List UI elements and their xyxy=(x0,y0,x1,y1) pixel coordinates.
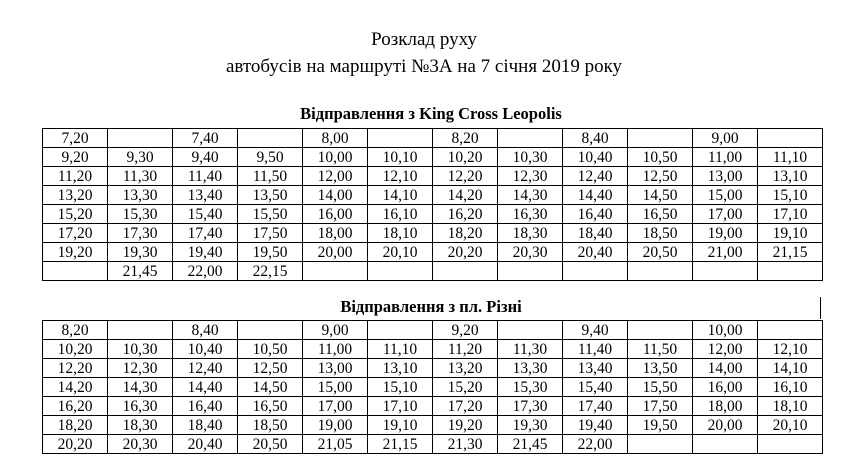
schedule-table-rizni xyxy=(42,320,823,454)
departure-time-cell xyxy=(693,262,758,281)
departure-time-cell: 14,00 xyxy=(303,186,368,205)
departure-time-cell xyxy=(758,321,823,340)
departure-time-cell: 13,50 xyxy=(628,359,693,378)
departure-time-cell: 16,20 xyxy=(433,205,498,224)
table-row xyxy=(43,224,823,243)
departure-time-cell: 20,50 xyxy=(628,243,693,262)
departure-time-cell: 22,00 xyxy=(563,435,628,454)
departure-time-cell: 17,40 xyxy=(173,224,238,243)
departure-time-cell: 17,20 xyxy=(433,397,498,416)
departure-time-cell: 12,10 xyxy=(368,167,433,186)
departure-time-cell: 17,30 xyxy=(498,397,563,416)
departure-time-cell: 20,40 xyxy=(563,243,628,262)
departure-time-cell: 20,30 xyxy=(108,435,173,454)
departure-time-cell: 20,10 xyxy=(758,416,823,435)
departure-time-cell: 15,30 xyxy=(498,378,563,397)
departure-time-cell: 11,00 xyxy=(303,340,368,359)
section-heading-king-cross: Відправлення з King Cross Leopolis xyxy=(300,104,562,123)
departure-time-cell: 10,20 xyxy=(433,148,498,167)
departure-time-cell: 11,50 xyxy=(628,340,693,359)
departure-time-cell xyxy=(693,435,758,454)
departure-time-cell xyxy=(758,435,823,454)
departure-time-cell: 18,00 xyxy=(303,224,368,243)
departure-time-cell: 11,20 xyxy=(433,340,498,359)
departure-time-cell: 18,10 xyxy=(758,397,823,416)
departure-time-cell: 13,40 xyxy=(173,186,238,205)
departure-time-cell: 8,20 xyxy=(43,321,108,340)
departure-time-cell: 19,00 xyxy=(693,224,758,243)
table-row xyxy=(43,416,823,435)
departure-time-cell: 15,50 xyxy=(628,378,693,397)
document-subtitle: автобусів на маршруті №3А на 7 січня 2019 року xyxy=(225,56,623,77)
departure-time-cell: 11,30 xyxy=(498,340,563,359)
departure-time-cell xyxy=(238,129,303,148)
departure-time-cell xyxy=(303,262,368,281)
departure-time-cell: 9,00 xyxy=(303,321,368,340)
table-row xyxy=(43,435,823,454)
departure-time-cell: 18,50 xyxy=(628,224,693,243)
departure-time-cell: 10,00 xyxy=(303,148,368,167)
departure-time-cell: 12,20 xyxy=(43,359,108,378)
departure-time-cell: 21,05 xyxy=(303,435,368,454)
departure-time-cell: 8,40 xyxy=(563,129,628,148)
departure-time-cell: 19,10 xyxy=(758,224,823,243)
departure-time-cell: 10,10 xyxy=(368,148,433,167)
departure-time-cell: 19,30 xyxy=(108,243,173,262)
departure-time-cell: 10,50 xyxy=(628,148,693,167)
departure-time-cell: 12,50 xyxy=(238,359,303,378)
departure-time-cell xyxy=(628,129,693,148)
document-title: Розклад руху xyxy=(371,29,477,50)
table-row xyxy=(43,243,823,262)
departure-time-cell xyxy=(108,129,173,148)
departure-time-cell: 11,30 xyxy=(108,167,173,186)
departure-time-cell: 21,45 xyxy=(108,262,173,281)
table-row xyxy=(43,321,823,340)
departure-time-cell xyxy=(108,321,173,340)
departure-time-cell: 14,00 xyxy=(693,359,758,378)
departure-time-cell: 19,40 xyxy=(563,416,628,435)
departure-time-cell: 19,30 xyxy=(498,416,563,435)
departure-time-cell: 11,50 xyxy=(238,167,303,186)
departure-time-cell: 18,30 xyxy=(498,224,563,243)
departure-time-cell: 17,40 xyxy=(563,397,628,416)
departure-time-cell xyxy=(368,321,433,340)
departure-time-cell: 15,20 xyxy=(433,378,498,397)
departure-time-cell: 16,10 xyxy=(368,205,433,224)
departure-time-cell: 9,40 xyxy=(563,321,628,340)
departure-time-cell xyxy=(498,262,563,281)
departure-time-cell: 11,10 xyxy=(368,340,433,359)
schedule-table-king-cross xyxy=(42,128,823,281)
departure-time-cell xyxy=(498,321,563,340)
departure-time-cell: 19,00 xyxy=(303,416,368,435)
departure-time-cell: 18,40 xyxy=(563,224,628,243)
departure-time-cell: 12,20 xyxy=(433,167,498,186)
departure-time-cell: 16,20 xyxy=(43,397,108,416)
table-row xyxy=(43,378,823,397)
departure-time-cell: 19,40 xyxy=(173,243,238,262)
departure-time-cell: 8,20 xyxy=(433,129,498,148)
departure-time-cell: 14,20 xyxy=(433,186,498,205)
table-row xyxy=(43,186,823,205)
departure-time-cell: 15,10 xyxy=(368,378,433,397)
departure-time-cell: 14,30 xyxy=(498,186,563,205)
departure-time-cell: 18,20 xyxy=(433,224,498,243)
departure-time-cell xyxy=(368,129,433,148)
departure-time-cell xyxy=(368,262,433,281)
departure-time-cell: 19,20 xyxy=(433,416,498,435)
departure-time-cell: 13,30 xyxy=(108,186,173,205)
departure-time-cell: 21,00 xyxy=(693,243,758,262)
departure-time-cell: 20,20 xyxy=(43,435,108,454)
departure-time-cell: 14,30 xyxy=(108,378,173,397)
departure-time-cell: 15,10 xyxy=(758,186,823,205)
table-row xyxy=(43,262,823,281)
departure-time-cell: 12,10 xyxy=(758,340,823,359)
departure-time-cell: 17,50 xyxy=(238,224,303,243)
departure-time-cell: 8,00 xyxy=(303,129,368,148)
departure-time-cell: 9,40 xyxy=(173,148,238,167)
departure-time-cell: 12,40 xyxy=(563,167,628,186)
departure-time-cell: 14,10 xyxy=(368,186,433,205)
departure-time-cell: 10,00 xyxy=(693,321,758,340)
departure-time-cell: 18,20 xyxy=(43,416,108,435)
departure-time-cell: 13,00 xyxy=(303,359,368,378)
departure-time-cell: 13,50 xyxy=(238,186,303,205)
departure-time-cell: 10,30 xyxy=(498,148,563,167)
departure-time-cell: 7,40 xyxy=(173,129,238,148)
departure-time-cell xyxy=(433,262,498,281)
table-row xyxy=(43,129,823,148)
departure-time-cell: 16,50 xyxy=(238,397,303,416)
departure-time-cell: 10,20 xyxy=(43,340,108,359)
departure-time-cell: 12,30 xyxy=(498,167,563,186)
table-border-line xyxy=(820,297,821,319)
departure-time-cell: 12,50 xyxy=(628,167,693,186)
departure-time-cell: 10,50 xyxy=(238,340,303,359)
departure-time-cell: 15,00 xyxy=(303,378,368,397)
departure-time-cell: 16,30 xyxy=(108,397,173,416)
departure-time-cell: 21,15 xyxy=(758,243,823,262)
departure-time-cell: 12,30 xyxy=(108,359,173,378)
departure-time-cell: 20,40 xyxy=(173,435,238,454)
departure-time-cell: 11,10 xyxy=(758,148,823,167)
departure-time-cell: 11,40 xyxy=(173,167,238,186)
departure-time-cell: 21,15 xyxy=(368,435,433,454)
departure-time-cell: 12,00 xyxy=(303,167,368,186)
departure-time-cell xyxy=(238,321,303,340)
departure-time-cell xyxy=(563,262,628,281)
departure-time-cell: 18,50 xyxy=(238,416,303,435)
table-row xyxy=(43,205,823,224)
departure-time-cell: 18,40 xyxy=(173,416,238,435)
departure-time-cell: 7,20 xyxy=(43,129,108,148)
departure-time-cell: 20,00 xyxy=(693,416,758,435)
departure-time-cell: 13,00 xyxy=(693,167,758,186)
departure-time-cell: 17,50 xyxy=(628,397,693,416)
departure-time-cell: 17,00 xyxy=(303,397,368,416)
departure-time-cell: 17,10 xyxy=(368,397,433,416)
departure-time-cell: 12,40 xyxy=(173,359,238,378)
departure-time-cell: 20,20 xyxy=(433,243,498,262)
departure-time-cell: 13,10 xyxy=(368,359,433,378)
departure-time-cell: 16,40 xyxy=(563,205,628,224)
departure-time-cell: 15,40 xyxy=(563,378,628,397)
departure-time-cell: 14,40 xyxy=(563,186,628,205)
departure-time-cell: 20,10 xyxy=(368,243,433,262)
departure-time-cell: 14,40 xyxy=(173,378,238,397)
departure-time-cell: 18,00 xyxy=(693,397,758,416)
departure-time-cell: 10,30 xyxy=(108,340,173,359)
departure-time-cell: 19,20 xyxy=(43,243,108,262)
departure-time-cell: 9,20 xyxy=(43,148,108,167)
departure-time-cell: 15,00 xyxy=(693,186,758,205)
departure-time-cell: 12,00 xyxy=(693,340,758,359)
departure-time-cell: 16,00 xyxy=(303,205,368,224)
departure-time-cell: 19,50 xyxy=(628,416,693,435)
departure-time-cell: 16,50 xyxy=(628,205,693,224)
departure-time-cell: 20,00 xyxy=(303,243,368,262)
departure-time-cell: 10,40 xyxy=(173,340,238,359)
departure-time-cell: 20,30 xyxy=(498,243,563,262)
departure-time-cell: 18,30 xyxy=(108,416,173,435)
departure-time-cell: 14,20 xyxy=(43,378,108,397)
table-row xyxy=(43,359,823,378)
departure-time-cell xyxy=(758,129,823,148)
departure-time-cell xyxy=(628,435,693,454)
departure-time-cell: 17,00 xyxy=(693,205,758,224)
departure-time-cell: 11,20 xyxy=(43,167,108,186)
table-row xyxy=(43,397,823,416)
departure-time-cell: 10,40 xyxy=(563,148,628,167)
departure-time-cell: 9,00 xyxy=(693,129,758,148)
departure-time-cell xyxy=(628,262,693,281)
departure-time-cell xyxy=(628,321,693,340)
departure-time-cell xyxy=(43,262,108,281)
departure-time-cell: 16,30 xyxy=(498,205,563,224)
departure-time-cell xyxy=(758,262,823,281)
departure-time-cell: 16,10 xyxy=(758,378,823,397)
departure-time-cell: 20,50 xyxy=(238,435,303,454)
departure-time-cell: 17,10 xyxy=(758,205,823,224)
departure-time-cell: 19,10 xyxy=(368,416,433,435)
departure-time-cell: 16,40 xyxy=(173,397,238,416)
section-heading-rizni: Відправлення з пл. Різні xyxy=(340,297,522,316)
departure-time-cell: 15,20 xyxy=(43,205,108,224)
departure-time-cell: 9,20 xyxy=(433,321,498,340)
departure-time-cell: 15,30 xyxy=(108,205,173,224)
departure-time-cell: 21,45 xyxy=(498,435,563,454)
departure-time-cell: 13,20 xyxy=(433,359,498,378)
departure-time-cell: 22,00 xyxy=(173,262,238,281)
departure-time-cell: 13,20 xyxy=(43,186,108,205)
departure-time-cell: 11,40 xyxy=(563,340,628,359)
departure-time-cell xyxy=(498,129,563,148)
departure-time-cell: 17,30 xyxy=(108,224,173,243)
departure-time-cell: 15,40 xyxy=(173,205,238,224)
departure-time-cell: 14,10 xyxy=(758,359,823,378)
table-row xyxy=(43,167,823,186)
departure-time-cell: 17,20 xyxy=(43,224,108,243)
departure-time-cell: 18,10 xyxy=(368,224,433,243)
departure-time-cell: 21,30 xyxy=(433,435,498,454)
departure-time-cell: 19,50 xyxy=(238,243,303,262)
departure-time-cell: 16,00 xyxy=(693,378,758,397)
departure-time-cell: 14,50 xyxy=(628,186,693,205)
departure-time-cell: 13,10 xyxy=(758,167,823,186)
departure-time-cell: 8,40 xyxy=(173,321,238,340)
table-row xyxy=(43,340,823,359)
departure-time-cell: 11,00 xyxy=(693,148,758,167)
departure-time-cell: 14,50 xyxy=(238,378,303,397)
departure-time-cell: 13,30 xyxy=(498,359,563,378)
table-row xyxy=(43,148,823,167)
departure-time-cell: 15,50 xyxy=(238,205,303,224)
departure-time-cell: 9,50 xyxy=(238,148,303,167)
departure-time-cell: 13,40 xyxy=(563,359,628,378)
departure-time-cell: 9,30 xyxy=(108,148,173,167)
departure-time-cell: 22,15 xyxy=(238,262,303,281)
